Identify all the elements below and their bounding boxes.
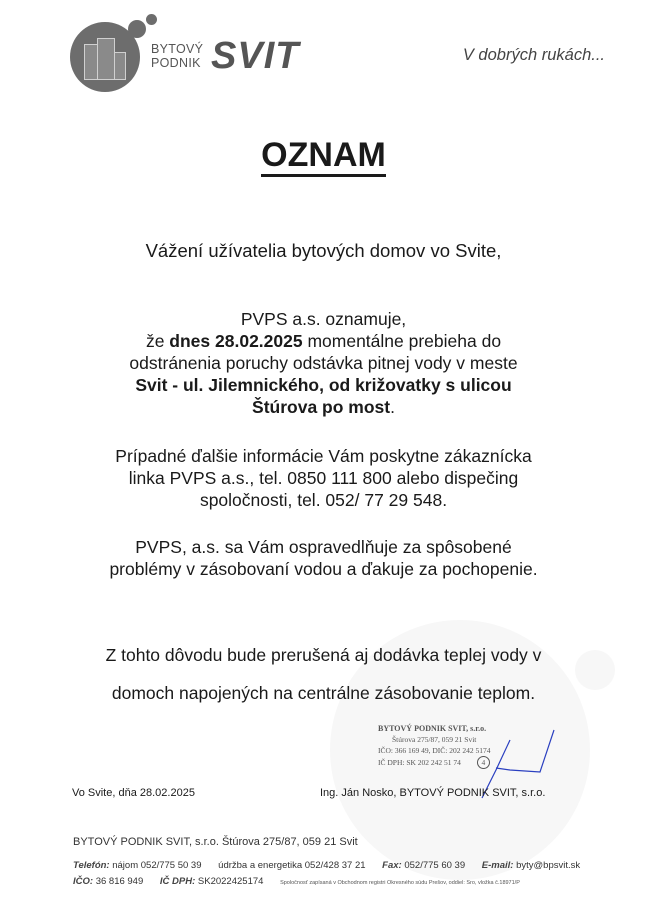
footer-registration: [73, 876, 520, 887]
text: .: [390, 397, 395, 417]
text-line: Z tohto dôvodu bude prerušená aj dodávka teplej vody v: [105, 645, 542, 665]
paragraph-apology: [0, 536, 647, 580]
location-bold: Svit - ul. Jilemnického, od križovatky s ulicou: [135, 375, 512, 395]
email-link[interactable]: byty@bpsvit.sk: [516, 860, 581, 871]
logo-text: [151, 42, 203, 70]
footer-address: BYTOVÝ PODNIK SVIT, s.r.o. Štúrova 275/87, 059 21 Svit: [73, 836, 358, 848]
stamp-line: IČO: 366 169 49, DIČ: 202 242 5174: [378, 746, 491, 755]
text-line: Prípadné ďalšie informácie Vám poskytne zákaznícka: [115, 446, 532, 466]
text-line: [0, 330, 647, 352]
company-logo: [70, 12, 310, 82]
stamp-line: BYTOVÝ PODNIK SVIT, s.r.o.: [378, 724, 487, 733]
text: momentálne prebieha do: [302, 331, 502, 351]
text: že: [145, 331, 170, 351]
stamp-line: Štúrova 275/87, 059 21 Svit: [392, 735, 477, 744]
text-line: spoločnosti, tel. 052/ 77 29 548.: [199, 490, 448, 510]
icdph-value: SK2022425174: [197, 876, 264, 887]
text-line: [0, 396, 647, 418]
greeting: Vážení užívatelia bytových domov vo Svite,: [145, 240, 502, 261]
logo-bubble-icon: [146, 14, 157, 25]
phone-maintenance: údržba a energetika 052/428 37 21: [218, 860, 366, 871]
logo-line2: PODNIK: [151, 56, 201, 70]
logo-line1: BYTOVÝ: [151, 42, 204, 56]
phone-label: Telefón:: [73, 860, 110, 871]
title-text: OZNAM: [261, 136, 386, 177]
icdph-label: IČ DPH:: [159, 876, 196, 887]
text-line: linka PVPS a.s., tel. 0850 111 800 alebo dispečing: [128, 468, 519, 488]
logo-bubble-icon: [128, 20, 146, 38]
fax-label: Fax:: [382, 860, 402, 871]
paragraph-contact: [0, 445, 647, 511]
phone-rent: nájom 052/775 50 39: [112, 860, 202, 871]
place-date: Vo Svite, dňa 28.02.2025: [72, 787, 195, 799]
text-line: domoch napojených na centrálne zásobovanie teplom.: [111, 683, 536, 703]
stamp-number: 4: [477, 756, 490, 769]
slogan: V dobrých rukách...: [462, 46, 605, 64]
paragraph-hot-water: [0, 636, 647, 712]
text-line: PVPS a.s. oznamuje,: [240, 309, 407, 329]
text-line: problémy v zásobovaní vodou a ďakuje za pochopenie.: [109, 559, 538, 579]
ico-label: IČO:: [73, 876, 94, 887]
footer-contacts: [73, 860, 580, 871]
email-label: E-mail:: [481, 860, 514, 871]
text-line: [0, 374, 647, 396]
signatory: Ing. Ján Nosko, BYTOVÝ PODNIK SVIT, s.r.o.: [320, 787, 546, 799]
text-line: PVPS, a.s. sa Vám ospravedlňuje za spôsobené: [135, 537, 512, 557]
fax-number: 052/775 60 39: [404, 860, 466, 871]
logo-brand: SVIT: [211, 35, 300, 77]
text-line: odstránenia poruchy odstávka pitnej vody v meste: [129, 353, 518, 373]
date-bold: dnes 28.02.2025: [169, 331, 303, 351]
stamp-line: IČ DPH: SK 202 242 51 74: [378, 758, 461, 767]
ico-value: 36 816 949: [95, 876, 144, 887]
document-title: [0, 136, 647, 175]
location-bold: Štúrova po most: [252, 397, 391, 417]
registry-note: Spoločnosť zapísaná v Obchodnom registri Okresného súdu Prešov, oddiel: Sro, vložka č.18971/P: [280, 880, 520, 886]
paragraph-announcement: [0, 308, 647, 418]
